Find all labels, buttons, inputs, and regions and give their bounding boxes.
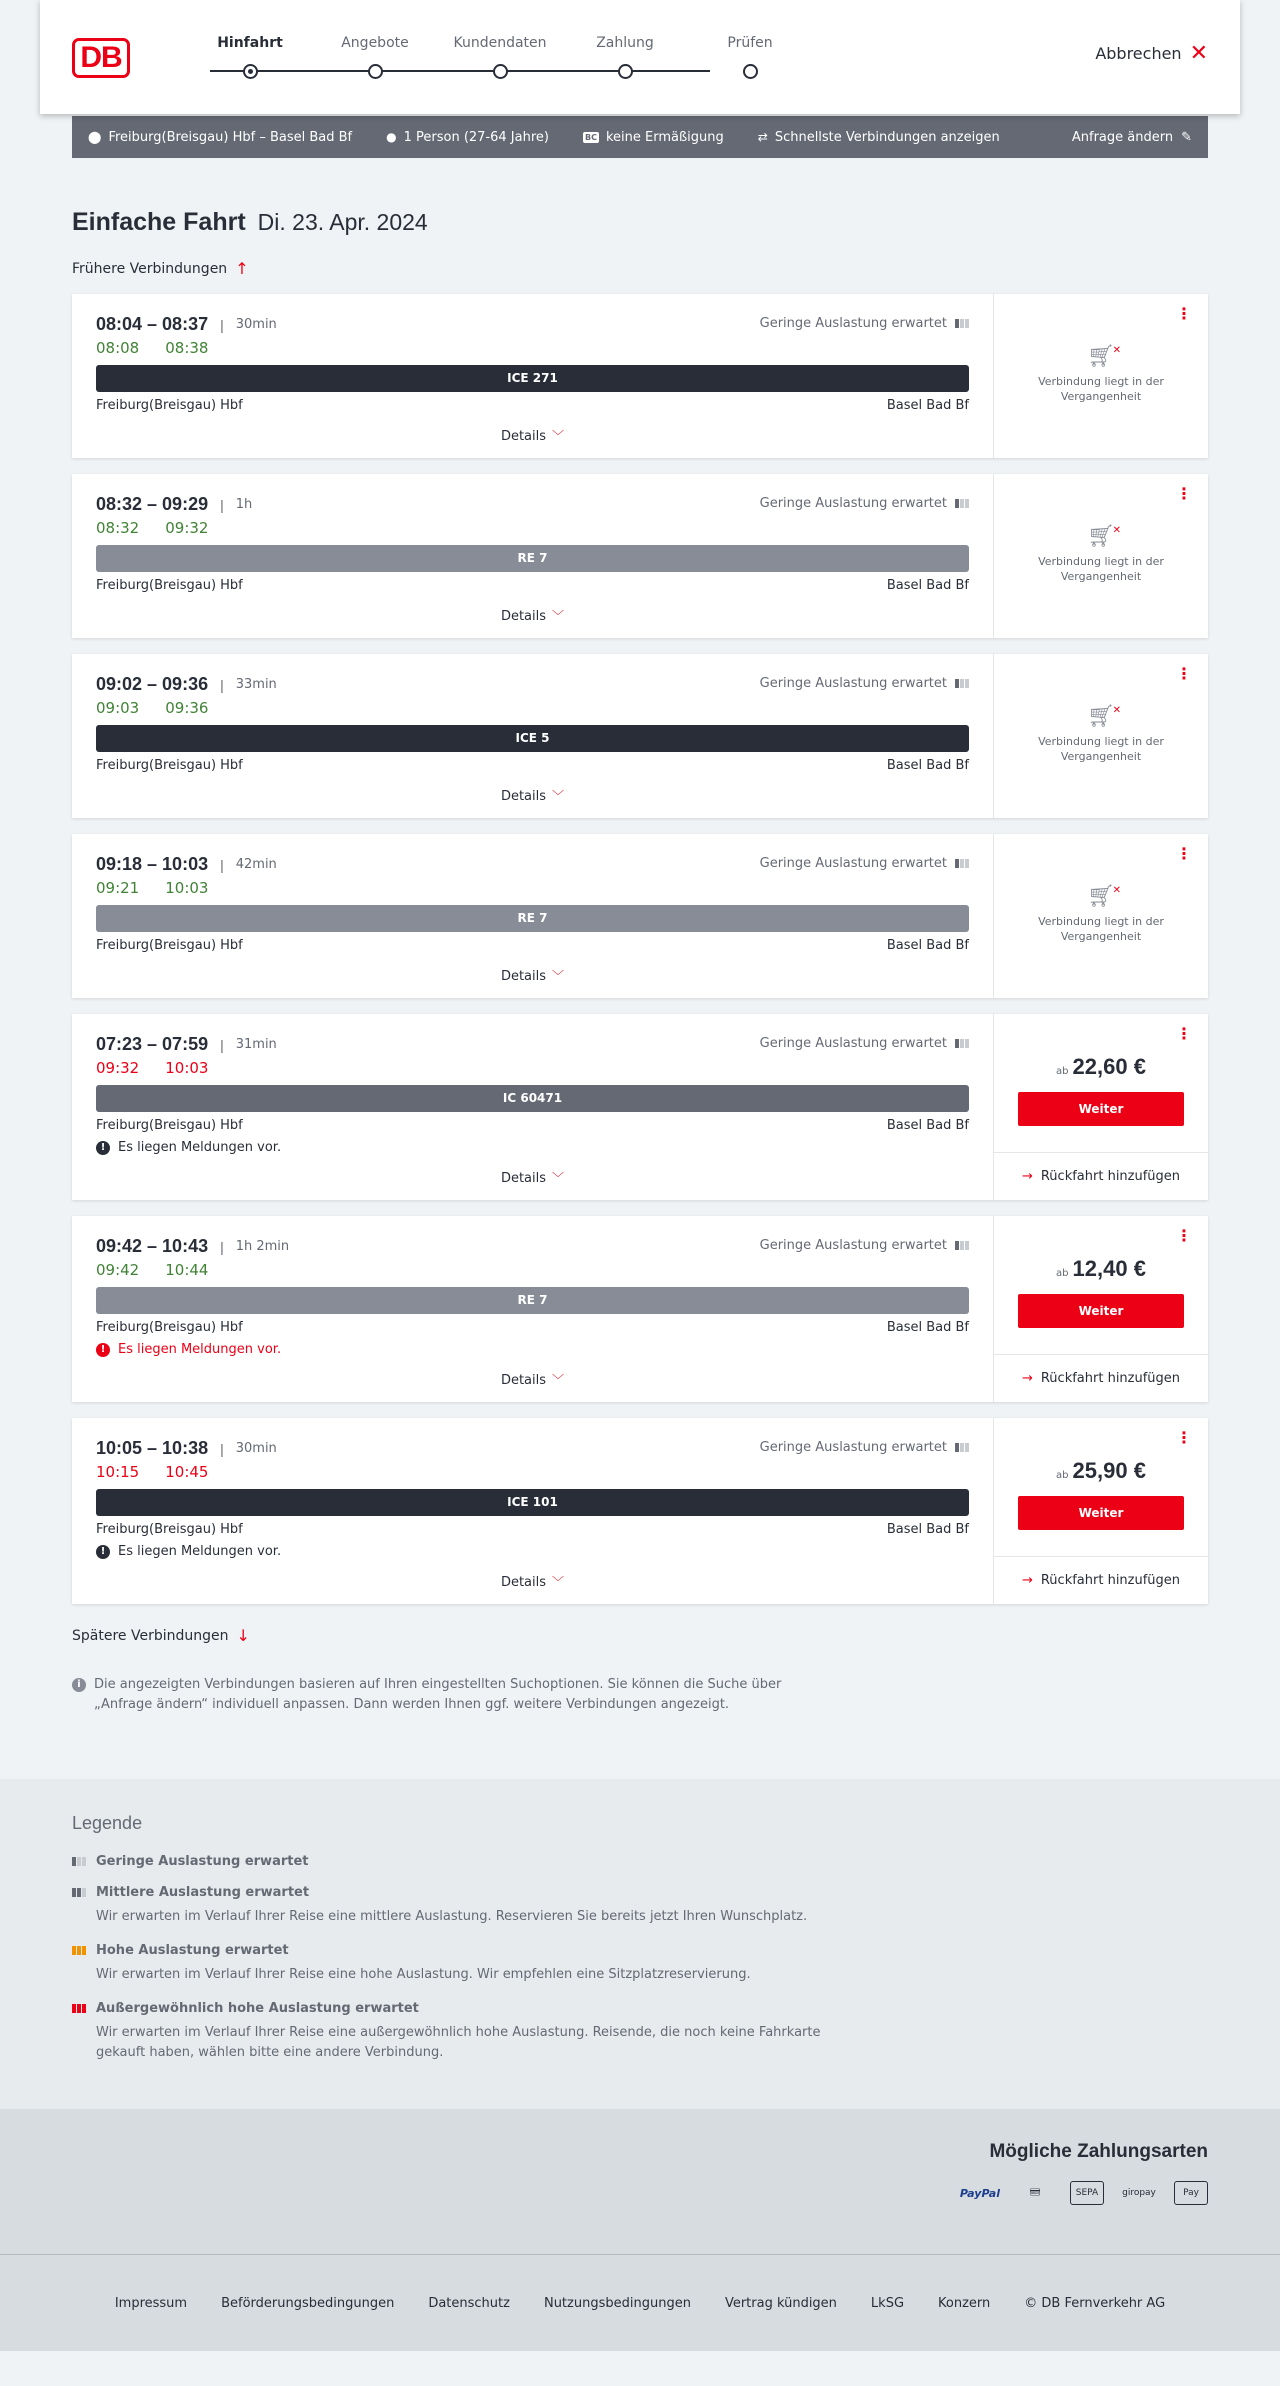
scheduled-times: 09:02 – 09:36 (96, 674, 209, 694)
later-connections-link[interactable] (72, 1626, 1208, 1645)
scheduled-times: 08:32 – 09:29 (96, 494, 209, 514)
past-text: Verbindung liegt in der Vergangenheit (1038, 734, 1164, 763)
step-label: Hinfahrt (217, 35, 283, 51)
later-label: Spätere Verbindungen (72, 1627, 229, 1644)
departure-station: Freiburg(Breisgau) Hbf (96, 1118, 243, 1133)
train-bar: RE 7 (96, 905, 969, 932)
price-prefix: ab (1056, 1066, 1069, 1077)
chevron-down-icon: ﹀ (552, 609, 565, 623)
realtime-row (96, 1261, 969, 1279)
more-options-icon[interactable]: ⋮ (1176, 1024, 1192, 1043)
footer-link-lksg[interactable]: LkSG (870, 2295, 905, 2311)
station-row (96, 1118, 969, 1133)
footer-copyright: © DB Fernverkehr AG (1024, 2295, 1166, 2311)
earlier-label: Frühere Verbindungen (72, 260, 228, 277)
occupancy-icon (72, 1946, 86, 1955)
legend-label: Hohe Auslastung erwartet (96, 1943, 289, 1958)
more-options-icon[interactable]: ⋮ (1176, 1428, 1192, 1447)
chevron-down-icon: ﹀ (552, 789, 565, 803)
page-title-row (72, 208, 1208, 237)
arrow-up-icon: ↑ (235, 259, 249, 278)
legend-description: Wir erwarten im Verlauf Ihrer Reise eine mittlere Auslastung. Reservieren Sie bereits jetzt Ihren Wunschplatz. (96, 1909, 808, 1924)
details-toggle[interactable] (96, 427, 969, 444)
duration: 33min (235, 677, 277, 692)
arrival-station: Basel Bad Bf (886, 1320, 969, 1335)
connection-details (72, 294, 994, 458)
alert-icon: ! (96, 1545, 110, 1559)
separator: | (220, 856, 224, 873)
legend-label: Außergewöhnlich hohe Auslastung erwartet (96, 2001, 419, 2016)
duration: 1h (235, 497, 253, 512)
connection-card (72, 294, 1208, 458)
booking-panel (994, 1418, 1208, 1604)
separator: | (220, 676, 224, 693)
alert-icon: ! (96, 1141, 110, 1155)
realtime-departure: 09:42 (96, 1261, 140, 1279)
occupancy-low-icon (955, 499, 969, 508)
message-notice (96, 1140, 969, 1155)
occupancy-indicator (760, 1238, 969, 1253)
train-bar: ICE 271 (96, 365, 969, 392)
scheduled-times: 09:18 – 10:03 (96, 854, 209, 874)
footer (0, 2254, 1280, 2351)
duration: 30min (235, 317, 277, 332)
details-label: Details (500, 1575, 547, 1590)
departure-station: Freiburg(Breisgau) Hbf (96, 578, 243, 593)
sepa-icon: SEPA (1070, 2181, 1104, 2205)
payment-methods-section (0, 2109, 1280, 2254)
step-dot (493, 64, 508, 79)
legend-title: Legende (72, 1813, 143, 1833)
station-row (96, 578, 969, 593)
connection-details (72, 654, 994, 818)
main-content (72, 208, 1208, 1715)
connection-list (72, 294, 1208, 1604)
progress-line (210, 70, 710, 72)
price-prefix: ab (1056, 1470, 1069, 1481)
page-title: Einfache Fahrt (72, 208, 246, 236)
details-toggle[interactable] (96, 1371, 969, 1388)
arrow-right-icon: → (1021, 1371, 1033, 1386)
person-icon: ● (386, 130, 397, 144)
details-toggle[interactable] (96, 967, 969, 984)
occupancy-low-icon (955, 859, 969, 868)
details-label: Details (500, 609, 547, 624)
apple-pay-icon: Pay (1174, 2181, 1208, 2205)
duration: 30min (235, 1441, 277, 1456)
realtime-row (96, 339, 969, 357)
chevron-down-icon: ﹀ (552, 1373, 565, 1387)
step-label: Zahlung (596, 35, 654, 51)
departure-station: Freiburg(Breisgau) Hbf (96, 758, 243, 773)
occupancy-text: Geringe Auslastung erwartet (759, 1440, 947, 1455)
legend-item-head (72, 1943, 1208, 1958)
realtime-arrival: 09:32 (165, 519, 209, 537)
footer-link-nutzungsbedingungen[interactable]: Nutzungsbedingungen (543, 2295, 691, 2311)
train-bar: ICE 101 (96, 1489, 969, 1516)
occupancy-text: Geringe Auslastung erwartet (759, 496, 947, 511)
scheduled-times: 08:04 – 08:37 (96, 314, 209, 334)
connection-details (72, 834, 994, 998)
connection-details (72, 474, 994, 638)
scheduled-times: 09:42 – 10:43 (96, 1236, 209, 1256)
details-label: Details (500, 1373, 547, 1388)
occupancy-indicator (760, 856, 969, 871)
change-request-button[interactable] (1072, 130, 1192, 145)
booking-panel (994, 1216, 1208, 1402)
past-text: Verbindung liegt in der Vergangenheit (1038, 554, 1164, 583)
option-summary (758, 130, 1000, 145)
occupancy-indicator (760, 316, 969, 331)
payment-methods-title: Mögliche Zahlungsarten (989, 2141, 1208, 2162)
connection-card (72, 654, 1208, 818)
train-bar: RE 7 (96, 545, 969, 572)
occupancy-low-icon (955, 1241, 969, 1250)
price (1056, 1458, 1146, 1484)
separator: | (220, 1440, 224, 1457)
station-row (96, 1320, 969, 1335)
change-request-label: Anfrage ändern (1071, 129, 1174, 145)
realtime-arrival: 10:44 (165, 1261, 209, 1279)
arrival-station: Basel Bad Bf (886, 578, 969, 593)
occupancy-low-icon (955, 319, 969, 328)
occupancy-icon (72, 1857, 86, 1866)
abort-label: Abbrechen (1095, 44, 1182, 63)
more-options-icon[interactable]: ⋮ (1176, 484, 1192, 503)
realtime-row (96, 1463, 969, 1481)
option-text: Schnellste Verbindungen anzeigen (774, 129, 1000, 145)
realtime-arrival: 08:38 (165, 339, 209, 357)
arrival-station: Basel Bad Bf (886, 398, 969, 413)
departure-station: Freiburg(Breisgau) Hbf (96, 938, 243, 953)
arrow-down-icon: ↓ (236, 1626, 250, 1645)
message-notice (96, 1544, 969, 1559)
realtime-arrival: 10:03 (165, 879, 209, 897)
giropay-icon: giropay (1122, 2188, 1156, 2198)
booking-panel (994, 654, 1208, 818)
step-pruefen (690, 34, 810, 58)
separator: | (220, 1238, 224, 1255)
occupancy-low-icon (955, 1443, 969, 1452)
chevron-down-icon: ﹀ (552, 1575, 565, 1589)
legend-label: Geringe Auslastung erwartet (96, 1854, 309, 1869)
search-summary-bar (72, 116, 1208, 158)
legend-description: Wir erwarten im Verlauf Ihrer Reise eine außergewöhnlich hohe Auslastung. Reisende, die noch keine Fahrkarte gekauft haben, wählen bitte eine andere Verbindung. (96, 2025, 821, 2060)
station-row (96, 1522, 969, 1537)
route-summary (88, 130, 352, 145)
connection-details (72, 1014, 994, 1200)
footer-link-befoerderungsbedingungen[interactable]: Beförderungsbedingungen (221, 2295, 395, 2311)
price (1056, 1256, 1146, 1282)
add-return-trip-link[interactable] (994, 1152, 1208, 1200)
add-return-trip-link[interactable] (994, 1354, 1208, 1402)
realtime-row (96, 519, 969, 537)
progress-steps (210, 34, 773, 84)
message-text: Es liegen Meldungen vor. (118, 1140, 282, 1155)
realtime-row (96, 699, 969, 717)
message-text: Es liegen Meldungen vor. (118, 1544, 282, 1559)
realtime-departure: 09:21 (96, 879, 140, 897)
realtime-arrival: 09:36 (165, 699, 209, 717)
arrival-station: Basel Bad Bf (886, 758, 969, 773)
step-label: Angebote (341, 35, 409, 51)
legend-item-head (72, 1854, 1208, 1869)
connection-card (72, 1014, 1208, 1200)
train-bar: ICE 5 (96, 725, 969, 752)
occupancy-low-icon (955, 679, 969, 688)
travel-date: Di. 23. Apr. 2024 (257, 209, 428, 235)
footer-link-vertrag-kuendigen[interactable]: Vertrag kündigen (724, 2295, 837, 2311)
step-kundendaten (440, 34, 560, 58)
legend-item-head (72, 2001, 1208, 2016)
chevron-down-icon: ﹀ (552, 969, 565, 983)
scheduled-times: 07:23 – 07:59 (96, 1034, 209, 1054)
realtime-row (96, 879, 969, 897)
legend-section (0, 1779, 1280, 2109)
more-options-icon[interactable]: ⋮ (1176, 1226, 1192, 1245)
legend-item (72, 2001, 1208, 2063)
return-label: Rückfahrt hinzufügen (1040, 1573, 1181, 1588)
connection-details (72, 1216, 994, 1402)
earlier-connections-link[interactable] (72, 259, 1208, 278)
discount-text: keine Ermäßigung (605, 129, 724, 145)
occupancy-indicator (760, 1036, 969, 1051)
duration: 42min (235, 857, 277, 872)
occupancy-indicator (760, 496, 969, 511)
occupancy-text: Geringe Auslastung erwartet (759, 676, 947, 691)
legend-label: Mittlere Auslastung erwartet (96, 1885, 310, 1900)
swap-arrows-icon: ⇄ (757, 130, 768, 144)
continue-button[interactable]: Weiter (1018, 1294, 1184, 1328)
credit-card-icon: 💳︎ (1029, 2188, 1041, 2198)
step-dot (743, 64, 758, 79)
legend-item (72, 1885, 1208, 1927)
header (40, 0, 1240, 114)
legend-list (72, 1854, 1208, 2063)
details-toggle[interactable] (96, 607, 969, 624)
realtime-departure: 08:08 (96, 339, 140, 357)
realtime-arrival: 10:03 (165, 1059, 209, 1077)
arrival-station: Basel Bad Bf (886, 938, 969, 953)
occupancy-icon (72, 1888, 86, 1897)
price-prefix: ab (1056, 1268, 1069, 1279)
payment-icons (72, 2181, 1208, 2205)
abort-button[interactable] (1095, 40, 1208, 66)
more-options-icon[interactable]: ⋮ (1176, 304, 1192, 323)
details-label: Details (500, 1171, 547, 1186)
step-dot (368, 64, 383, 79)
info-icon: i (72, 1678, 86, 1692)
connection-card (72, 474, 1208, 638)
arrival-station: Basel Bad Bf (886, 1118, 969, 1133)
train-bar: IC 60471 (96, 1085, 969, 1112)
details-label: Details (500, 969, 547, 984)
details-label: Details (500, 789, 547, 804)
step-label: Kundendaten (453, 35, 547, 51)
details-toggle[interactable] (96, 1573, 969, 1590)
connection-card (72, 834, 1208, 998)
scheduled-times: 10:05 – 10:38 (96, 1438, 209, 1458)
more-options-icon[interactable]: ⋮ (1176, 664, 1192, 683)
cart-disabled-icon: 🛒︎ ✕ (1087, 883, 1121, 909)
connection-details (72, 1418, 994, 1604)
return-label: Rückfahrt hinzufügen (1040, 1371, 1181, 1386)
continue-button[interactable]: Weiter (1018, 1092, 1184, 1126)
realtime-arrival: 10:45 (165, 1463, 209, 1481)
legend-item-head (72, 1885, 1208, 1900)
step-zahlung (565, 34, 685, 58)
occupancy-icon (72, 2004, 86, 2013)
legend-item (72, 1854, 1208, 1869)
pencil-icon: ✎ (1181, 129, 1192, 145)
close-icon: ✕ (1189, 40, 1208, 66)
step-angebote (315, 34, 435, 58)
chevron-down-icon: ﹀ (552, 429, 565, 443)
continue-button[interactable]: Weiter (1018, 1496, 1184, 1530)
realtime-row (96, 1059, 969, 1077)
details-toggle[interactable] (96, 787, 969, 804)
separator: | (220, 1036, 224, 1053)
departure-station: Freiburg(Breisgau) Hbf (96, 398, 243, 413)
footer-link-impressum[interactable]: Impressum (114, 2295, 188, 2311)
price (1056, 1054, 1146, 1080)
past-text: Verbindung liegt in der Vergangenheit (1038, 914, 1164, 943)
occupancy-indicator (760, 1440, 969, 1455)
footer-link-datenschutz[interactable]: Datenschutz (428, 2295, 510, 2311)
passenger-summary (386, 130, 549, 145)
details-label: Details (500, 429, 547, 444)
legend-description: Wir erwarten im Verlauf Ihrer Reise eine hohe Auslastung. Wir empfehlen eine Sitzplatzreservierung. (96, 1967, 751, 1982)
connection-card (72, 1418, 1208, 1604)
separator: | (220, 316, 224, 333)
duration: 1h 2min (235, 1239, 290, 1254)
cart-disabled-icon: 🛒︎ ✕ (1087, 703, 1121, 729)
booking-panel (994, 1014, 1208, 1200)
arrow-right-icon: → (1021, 1573, 1033, 1588)
message-notice (96, 1342, 969, 1357)
paypal-icon: PayPal (959, 2186, 1000, 2200)
price-value: 25,90 € (1072, 1458, 1146, 1483)
station-row (96, 758, 969, 773)
search-info-note (72, 1675, 832, 1715)
departure-station: Freiburg(Breisgau) Hbf (96, 1522, 243, 1537)
location-pin-icon: ⬤ (88, 130, 102, 144)
realtime-departure: 09:03 (96, 699, 140, 717)
footer-link-konzern[interactable]: Konzern (938, 2295, 991, 2311)
bahncard-icon: BC (584, 132, 597, 142)
occupancy-low-icon (955, 1039, 969, 1048)
occupancy-text: Geringe Auslastung erwartet (759, 1238, 947, 1253)
departure-station: Freiburg(Breisgau) Hbf (96, 1320, 243, 1335)
chevron-down-icon: ﹀ (552, 1171, 565, 1185)
step-label: Prüfen (727, 35, 773, 51)
return-label: Rückfahrt hinzufügen (1040, 1169, 1181, 1184)
realtime-departure: 09:32 (96, 1059, 140, 1077)
discount-summary (583, 130, 724, 145)
occupancy-text: Geringe Auslastung erwartet (759, 316, 947, 331)
cart-disabled-icon: 🛒︎ ✕ (1087, 343, 1121, 369)
price-value: 12,40 € (1072, 1256, 1146, 1281)
connection-card (72, 1216, 1208, 1402)
price-value: 22,60 € (1072, 1054, 1146, 1079)
train-bar: RE 7 (96, 1287, 969, 1314)
legend-item (72, 1943, 1208, 1985)
details-toggle[interactable] (96, 1169, 969, 1186)
step-dot (618, 64, 633, 79)
separator: | (220, 496, 224, 513)
past-text: Verbindung liegt in der Vergangenheit (1038, 374, 1164, 403)
station-row (96, 938, 969, 953)
booking-panel (994, 294, 1208, 458)
route-text: Freiburg(Breisgau) Hbf – Basel Bad Bf (108, 129, 353, 145)
message-text: Es liegen Meldungen vor. (118, 1342, 282, 1357)
arrow-right-icon: → (1021, 1169, 1033, 1184)
more-options-icon[interactable]: ⋮ (1176, 844, 1192, 863)
realtime-departure: 10:15 (96, 1463, 140, 1481)
occupancy-text: Geringe Auslastung erwartet (759, 856, 947, 871)
arrival-station: Basel Bad Bf (886, 1522, 969, 1537)
realtime-departure: 08:32 (96, 519, 140, 537)
cart-disabled-icon: 🛒︎ ✕ (1087, 523, 1121, 549)
booking-panel (994, 474, 1208, 638)
info-text: Die angezeigten Verbindungen basieren auf Ihren eingestellten Suchoptionen. Sie können die Suche über „Anfrage ändern“ individuell anpassen. Dann werden Ihnen ggf. weitere Verbindungen angezeigt. (94, 1677, 782, 1712)
booking-panel (994, 834, 1208, 998)
duration: 31min (235, 1037, 277, 1052)
alert-icon: ! (96, 1343, 110, 1357)
step-hinfahrt[interactable] (190, 34, 310, 58)
passenger-text: 1 Person (27-64 Jahre) (403, 129, 549, 145)
station-row (96, 398, 969, 413)
occupancy-text: Geringe Auslastung erwartet (759, 1036, 947, 1051)
add-return-trip-link[interactable] (994, 1556, 1208, 1604)
db-logo[interactable]: DB (72, 38, 130, 78)
occupancy-indicator (760, 676, 969, 691)
step-dot (243, 64, 258, 79)
